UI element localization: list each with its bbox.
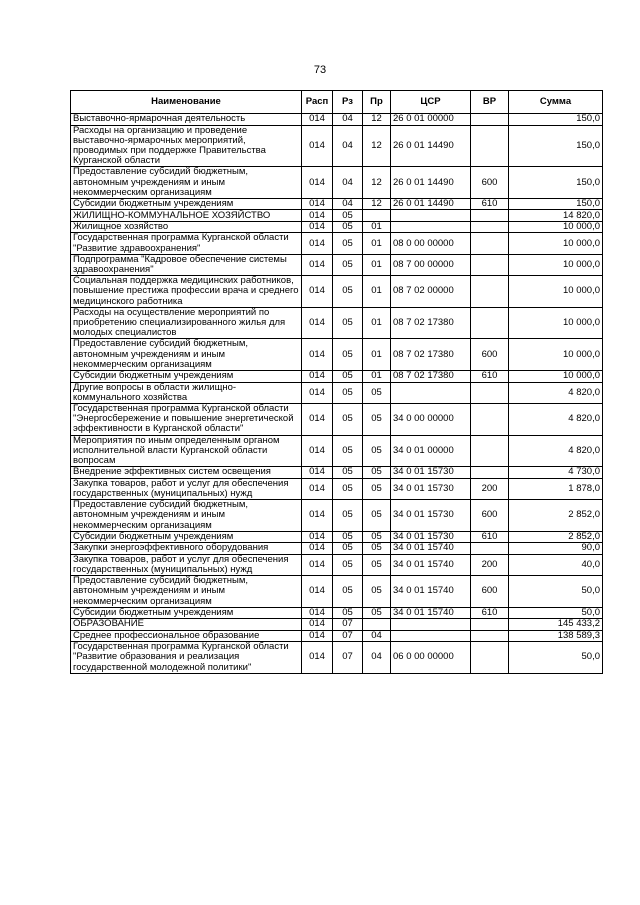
cell-rz: 05 bbox=[333, 554, 363, 575]
budget-table bbox=[70, 90, 603, 674]
cell-pr: 01 bbox=[363, 371, 391, 383]
cell-pr: 05 bbox=[363, 576, 391, 608]
cell-rz: 05 bbox=[333, 576, 363, 608]
cell-rasp: 014 bbox=[302, 467, 333, 479]
cell-rasp: 014 bbox=[302, 221, 333, 233]
cell-rasp: 014 bbox=[302, 435, 333, 467]
cell-pr: 05 bbox=[363, 531, 391, 543]
cell-csr: 26 0 01 14490 bbox=[391, 198, 471, 210]
cell-vr: 610 bbox=[471, 607, 509, 619]
cell-pr: 05 bbox=[363, 478, 391, 499]
cell-rasp: 014 bbox=[302, 307, 333, 339]
cell-vr: 600 bbox=[471, 500, 509, 532]
cell-name: Предоставление субсидий бюджетным, автономным учреждениям и иным некоммерческим организациям bbox=[71, 339, 302, 371]
table-row bbox=[71, 210, 603, 222]
cell-pr: 01 bbox=[363, 307, 391, 339]
cell-sum: 10 000,0 bbox=[509, 339, 603, 371]
table-row bbox=[71, 531, 603, 543]
cell-csr bbox=[391, 630, 471, 642]
cell-pr: 05 bbox=[363, 500, 391, 532]
cell-rasp: 014 bbox=[302, 276, 333, 308]
cell-name: Закупки энергоэффективного оборудования bbox=[71, 543, 302, 555]
cell-csr bbox=[391, 210, 471, 222]
cell-name: Субсидии бюджетным учреждениям bbox=[71, 198, 302, 210]
cell-pr: 04 bbox=[363, 630, 391, 642]
cell-csr: 34 0 01 15740 bbox=[391, 554, 471, 575]
cell-rasp: 014 bbox=[302, 371, 333, 383]
cell-vr bbox=[471, 114, 509, 126]
cell-rz: 05 bbox=[333, 467, 363, 479]
cell-vr bbox=[471, 307, 509, 339]
cell-csr bbox=[391, 619, 471, 631]
cell-vr: 200 bbox=[471, 478, 509, 499]
cell-name: Государственная программа Курганской области "Энергосбережение и повышение энергетической эффективности в Курганской области" bbox=[71, 403, 302, 435]
cell-vr bbox=[471, 382, 509, 403]
cell-rz: 05 bbox=[333, 276, 363, 308]
cell-vr: 200 bbox=[471, 554, 509, 575]
cell-name: Другие вопросы в области жилищно-коммунального хозяйства bbox=[71, 382, 302, 403]
cell-name: Социальная поддержка медицинских работников, повышение престижа профессии врача и среднего медицинского работника bbox=[71, 276, 302, 308]
cell-sum: 4 820,0 bbox=[509, 435, 603, 467]
cell-rasp: 014 bbox=[302, 607, 333, 619]
cell-rasp: 014 bbox=[302, 210, 333, 222]
cell-name: Внедрение эффективных систем освещения bbox=[71, 467, 302, 479]
cell-rasp: 014 bbox=[302, 167, 333, 199]
cell-rz: 05 bbox=[333, 371, 363, 383]
cell-csr: 08 7 02 17380 bbox=[391, 307, 471, 339]
table-row bbox=[71, 221, 603, 233]
cell-csr: 34 0 01 15740 bbox=[391, 576, 471, 608]
table-row bbox=[71, 339, 603, 371]
cell-vr bbox=[471, 403, 509, 435]
cell-pr: 01 bbox=[363, 221, 391, 233]
table-row bbox=[71, 435, 603, 467]
cell-sum: 2 852,0 bbox=[509, 531, 603, 543]
cell-rz: 05 bbox=[333, 403, 363, 435]
cell-rasp: 014 bbox=[302, 630, 333, 642]
cell-pr: 01 bbox=[363, 276, 391, 308]
cell-name: Закупка товаров, работ и услуг для обеспечения государственных (муниципальных) нужд bbox=[71, 478, 302, 499]
cell-vr: 600 bbox=[471, 167, 509, 199]
cell-name: Субсидии бюджетным учреждениям bbox=[71, 371, 302, 383]
cell-vr bbox=[471, 233, 509, 254]
cell-rasp: 014 bbox=[302, 478, 333, 499]
cell-sum: 10 000,0 bbox=[509, 254, 603, 275]
cell-sum: 10 000,0 bbox=[509, 233, 603, 254]
cell-name: Выставочно-ярмарочная деятельность bbox=[71, 114, 302, 126]
table-row bbox=[71, 500, 603, 532]
table-row bbox=[71, 382, 603, 403]
cell-rz: 04 bbox=[333, 125, 363, 167]
cell-csr: 34 0 00 00000 bbox=[391, 403, 471, 435]
table-row bbox=[71, 125, 603, 167]
cell-sum: 40,0 bbox=[509, 554, 603, 575]
cell-vr: 600 bbox=[471, 576, 509, 608]
cell-sum: 1 878,0 bbox=[509, 478, 603, 499]
cell-csr bbox=[391, 221, 471, 233]
cell-sum: 10 000,0 bbox=[509, 371, 603, 383]
cell-csr bbox=[391, 382, 471, 403]
cell-rz: 05 bbox=[333, 500, 363, 532]
table-row bbox=[71, 478, 603, 499]
table-row bbox=[71, 554, 603, 575]
table-row bbox=[71, 167, 603, 199]
table-row bbox=[71, 543, 603, 555]
table-row bbox=[71, 276, 603, 308]
table-row bbox=[71, 307, 603, 339]
table-row bbox=[71, 467, 603, 479]
cell-name: Расходы на осуществление мероприятий по приобретению специализированного жилья для молодых специалистов bbox=[71, 307, 302, 339]
table-row bbox=[71, 576, 603, 608]
col-header-vr: ВР bbox=[471, 91, 509, 114]
cell-csr: 08 0 00 00000 bbox=[391, 233, 471, 254]
table-body bbox=[71, 114, 603, 674]
cell-pr: 12 bbox=[363, 198, 391, 210]
cell-rz: 05 bbox=[333, 478, 363, 499]
cell-pr: 12 bbox=[363, 167, 391, 199]
cell-rz: 04 bbox=[333, 114, 363, 126]
page-number: 73 bbox=[313, 64, 327, 76]
col-header-name: Наименование bbox=[71, 91, 302, 114]
cell-csr: 34 0 01 15730 bbox=[391, 531, 471, 543]
cell-name: Предоставление субсидий бюджетным, автономным учреждениям и иным некоммерческим организациям bbox=[71, 167, 302, 199]
cell-pr: 12 bbox=[363, 114, 391, 126]
table-row bbox=[71, 233, 603, 254]
cell-sum: 50,0 bbox=[509, 642, 603, 674]
cell-sum: 138 589,3 bbox=[509, 630, 603, 642]
cell-name: Государственная программа Курганской области "Развитие образования и реализация государственной молодежной политики" bbox=[71, 642, 302, 674]
table-row bbox=[71, 619, 603, 631]
cell-rz: 07 bbox=[333, 630, 363, 642]
cell-rasp: 014 bbox=[302, 642, 333, 674]
table-row bbox=[71, 642, 603, 674]
cell-sum: 145 433,2 bbox=[509, 619, 603, 631]
cell-csr: 34 0 01 15740 bbox=[391, 607, 471, 619]
cell-vr bbox=[471, 467, 509, 479]
cell-rasp: 014 bbox=[302, 576, 333, 608]
col-header-csr: ЦСР bbox=[391, 91, 471, 114]
cell-sum: 4 730,0 bbox=[509, 467, 603, 479]
cell-rz: 05 bbox=[333, 210, 363, 222]
cell-rz: 04 bbox=[333, 167, 363, 199]
col-header-rasp: Расп bbox=[302, 91, 333, 114]
cell-csr: 08 7 02 17380 bbox=[391, 339, 471, 371]
cell-rz: 05 bbox=[333, 382, 363, 403]
cell-pr: 05 bbox=[363, 554, 391, 575]
cell-rz: 05 bbox=[333, 221, 363, 233]
cell-pr: 05 bbox=[363, 382, 391, 403]
table-row bbox=[71, 114, 603, 126]
table-row bbox=[71, 630, 603, 642]
cell-rasp: 014 bbox=[302, 543, 333, 555]
cell-pr: 12 bbox=[363, 125, 391, 167]
cell-rasp: 014 bbox=[302, 198, 333, 210]
cell-pr: 01 bbox=[363, 233, 391, 254]
cell-vr bbox=[471, 221, 509, 233]
cell-vr bbox=[471, 630, 509, 642]
cell-rasp: 014 bbox=[302, 339, 333, 371]
cell-rz: 05 bbox=[333, 339, 363, 371]
cell-vr bbox=[471, 642, 509, 674]
cell-pr: 05 bbox=[363, 467, 391, 479]
table-row bbox=[71, 254, 603, 275]
cell-csr: 06 0 00 00000 bbox=[391, 642, 471, 674]
cell-vr bbox=[471, 210, 509, 222]
cell-csr: 26 0 01 14490 bbox=[391, 125, 471, 167]
cell-name: Жилищное хозяйство bbox=[71, 221, 302, 233]
cell-csr: 34 0 01 15730 bbox=[391, 500, 471, 532]
cell-vr bbox=[471, 543, 509, 555]
col-header-pr: Пр bbox=[363, 91, 391, 114]
cell-sum: 10 000,0 bbox=[509, 276, 603, 308]
cell-rasp: 014 bbox=[302, 500, 333, 532]
cell-rz: 04 bbox=[333, 198, 363, 210]
cell-rz: 05 bbox=[333, 435, 363, 467]
cell-sum: 14 820,0 bbox=[509, 210, 603, 222]
cell-name: Мероприятия по иным определенным органом исполнительной власти Курганской области вопросам bbox=[71, 435, 302, 467]
cell-name: ОБРАЗОВАНИЕ bbox=[71, 619, 302, 631]
cell-sum: 90,0 bbox=[509, 543, 603, 555]
cell-pr: 01 bbox=[363, 254, 391, 275]
cell-csr: 08 7 00 00000 bbox=[391, 254, 471, 275]
cell-name: Субсидии бюджетным учреждениям bbox=[71, 531, 302, 543]
cell-vr bbox=[471, 435, 509, 467]
col-header-rz: Рз bbox=[333, 91, 363, 114]
cell-rasp: 014 bbox=[302, 254, 333, 275]
cell-name: Предоставление субсидий бюджетным, автономным учреждениям и иным некоммерческим организациям bbox=[71, 500, 302, 532]
cell-rasp: 014 bbox=[302, 619, 333, 631]
cell-rasp: 014 bbox=[302, 403, 333, 435]
cell-name: Расходы на организацию и проведение выставочно-ярмарочных мероприятий, проводимых при поддержке Правительства Курганской области bbox=[71, 125, 302, 167]
cell-name: ЖИЛИЩНО-КОММУНАЛЬНОЕ ХОЗЯЙСТВО bbox=[71, 210, 302, 222]
cell-vr bbox=[471, 254, 509, 275]
cell-pr: 05 bbox=[363, 435, 391, 467]
cell-pr: 05 bbox=[363, 403, 391, 435]
cell-pr: 05 bbox=[363, 607, 391, 619]
col-header-sum: Сумма bbox=[509, 91, 603, 114]
cell-sum: 10 000,0 bbox=[509, 221, 603, 233]
cell-vr bbox=[471, 125, 509, 167]
cell-vr: 610 bbox=[471, 371, 509, 383]
cell-sum: 4 820,0 bbox=[509, 403, 603, 435]
cell-vr: 610 bbox=[471, 531, 509, 543]
cell-sum: 4 820,0 bbox=[509, 382, 603, 403]
table-row bbox=[71, 198, 603, 210]
cell-csr: 34 0 01 15730 bbox=[391, 467, 471, 479]
cell-rasp: 014 bbox=[302, 382, 333, 403]
table-row bbox=[71, 371, 603, 383]
cell-sum: 150,0 bbox=[509, 167, 603, 199]
cell-sum: 150,0 bbox=[509, 114, 603, 126]
cell-rz: 07 bbox=[333, 619, 363, 631]
cell-rasp: 014 bbox=[302, 233, 333, 254]
cell-csr: 08 7 02 17380 bbox=[391, 371, 471, 383]
table-row bbox=[71, 607, 603, 619]
cell-rasp: 014 bbox=[302, 125, 333, 167]
cell-pr: 04 bbox=[363, 642, 391, 674]
cell-name: Подпрограмма "Кадровое обеспечение системы здравоохранения" bbox=[71, 254, 302, 275]
cell-pr bbox=[363, 619, 391, 631]
cell-sum: 2 852,0 bbox=[509, 500, 603, 532]
cell-name: Закупка товаров, работ и услуг для обеспечения государственных (муниципальных) нужд bbox=[71, 554, 302, 575]
table-row bbox=[71, 403, 603, 435]
cell-csr: 26 0 01 14490 bbox=[391, 167, 471, 199]
cell-rz: 07 bbox=[333, 642, 363, 674]
cell-csr: 34 0 01 00000 bbox=[391, 435, 471, 467]
cell-vr: 600 bbox=[471, 339, 509, 371]
cell-sum: 50,0 bbox=[509, 576, 603, 608]
table-header-row bbox=[71, 91, 603, 114]
cell-vr bbox=[471, 619, 509, 631]
cell-csr: 34 0 01 15740 bbox=[391, 543, 471, 555]
cell-rz: 05 bbox=[333, 254, 363, 275]
cell-pr: 01 bbox=[363, 339, 391, 371]
cell-vr bbox=[471, 276, 509, 308]
cell-rz: 05 bbox=[333, 233, 363, 254]
cell-sum: 10 000,0 bbox=[509, 307, 603, 339]
cell-pr bbox=[363, 210, 391, 222]
cell-rz: 05 bbox=[333, 607, 363, 619]
cell-sum: 150,0 bbox=[509, 198, 603, 210]
cell-sum: 150,0 bbox=[509, 125, 603, 167]
cell-name: Среднее профессиональное образование bbox=[71, 630, 302, 642]
cell-csr: 34 0 01 15730 bbox=[391, 478, 471, 499]
cell-rasp: 014 bbox=[302, 554, 333, 575]
cell-rasp: 014 bbox=[302, 531, 333, 543]
cell-name: Субсидии бюджетным учреждениям bbox=[71, 607, 302, 619]
cell-csr: 08 7 02 00000 bbox=[391, 276, 471, 308]
cell-rz: 05 bbox=[333, 531, 363, 543]
cell-name: Предоставление субсидий бюджетным, автономным учреждениям и иным некоммерческим организациям bbox=[71, 576, 302, 608]
cell-vr: 610 bbox=[471, 198, 509, 210]
cell-rz: 05 bbox=[333, 543, 363, 555]
cell-name: Государственная программа Курганской области "Развитие здравоохранения" bbox=[71, 233, 302, 254]
cell-rasp: 014 bbox=[302, 114, 333, 126]
cell-csr: 26 0 01 00000 bbox=[391, 114, 471, 126]
cell-rz: 05 bbox=[333, 307, 363, 339]
cell-sum: 50,0 bbox=[509, 607, 603, 619]
cell-pr: 05 bbox=[363, 543, 391, 555]
